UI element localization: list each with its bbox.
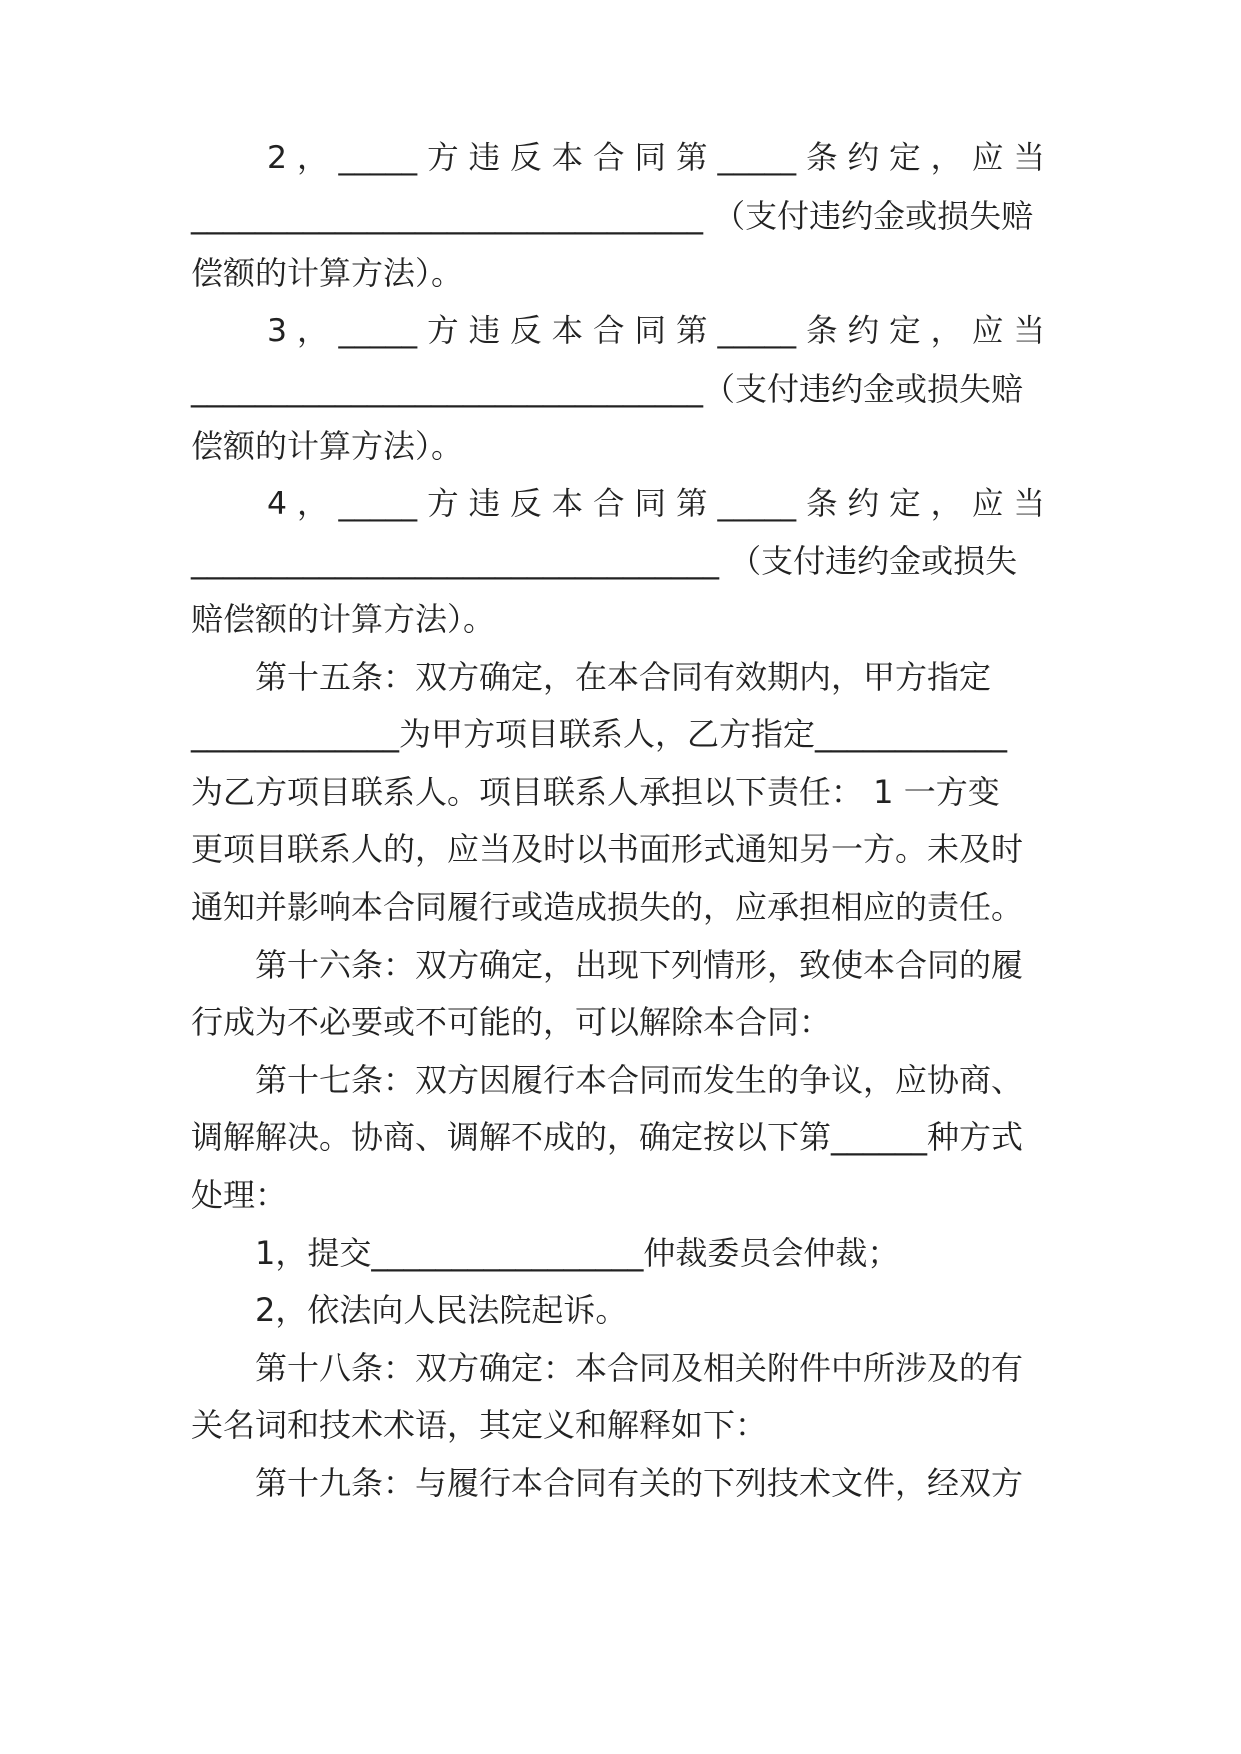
text-line: 为乙方项目联系人。项目联系人承担以下责任： 1 一方变 (191, 773, 1000, 811)
text-line: 1，提交_________________仲裁委员会仲裁； (255, 1234, 900, 1272)
text-line: 更项目联系人的，应当及时以书面形式通知另一方。未及时 (191, 830, 1024, 868)
text-line: ________________________________（支付违约金或损失赔 (191, 370, 1024, 408)
text-line: 偿额的计算方法）。 (191, 254, 464, 292)
text-line: 2 ， _____ 方 违 反 本 合 同 第 _____ 条 约 定 ， 应 当 (267, 140, 1045, 176)
text-line: 行成为不必要或不可能的，可以解除本合同： (191, 1003, 832, 1041)
text-line: _________________________________ （支付违约金或损失 (191, 542, 1018, 580)
text-line: 2，依法向人民法院起诉。 (255, 1291, 628, 1329)
text-line: 偿额的计算方法）。 (191, 427, 464, 465)
text-line: 3 ， _____ 方 违 反 本 合 同 第 _____ 条 约 定 ， 应 当 (267, 313, 1045, 349)
text-line: 4 ， _____ 方 违 反 本 合 同 第 _____ 条 约 定 ， 应 当 (267, 486, 1045, 522)
text-line: 第十七条：双方因履行本合同而发生的争议，应协商、 (255, 1061, 1024, 1099)
text-line: 第十六条：双方确定，出现下列情形，致使本合同的履 (255, 946, 1024, 984)
text-line: 赔偿额的计算方法）。 (191, 600, 496, 638)
text-line: 第十八条：双方确定：本合同及相关附件中所涉及的有 (255, 1349, 1024, 1387)
text-line: 第十九条：与履行本合同有关的下列技术文件，经双方 (255, 1464, 1024, 1502)
text-line: 处理： (191, 1176, 288, 1214)
text-line: 通知并影响本合同履行或造成损失的，应承担相应的责任。 (191, 888, 1024, 926)
text-line: 第十五条：双方确定，在本合同有效期内，甲方指定 (255, 658, 992, 696)
text-line: 调解解决。协商、调解不成的，确定按以下第______种方式 (191, 1118, 1024, 1156)
text-line: ________________________________ （支付违约金或损失赔 (191, 197, 1034, 235)
text-line: _____________为甲方项目联系人，乙方指定____________ (191, 715, 1008, 753)
text-line: 关名词和技术术语，其定义和解释如下： (191, 1406, 768, 1444)
